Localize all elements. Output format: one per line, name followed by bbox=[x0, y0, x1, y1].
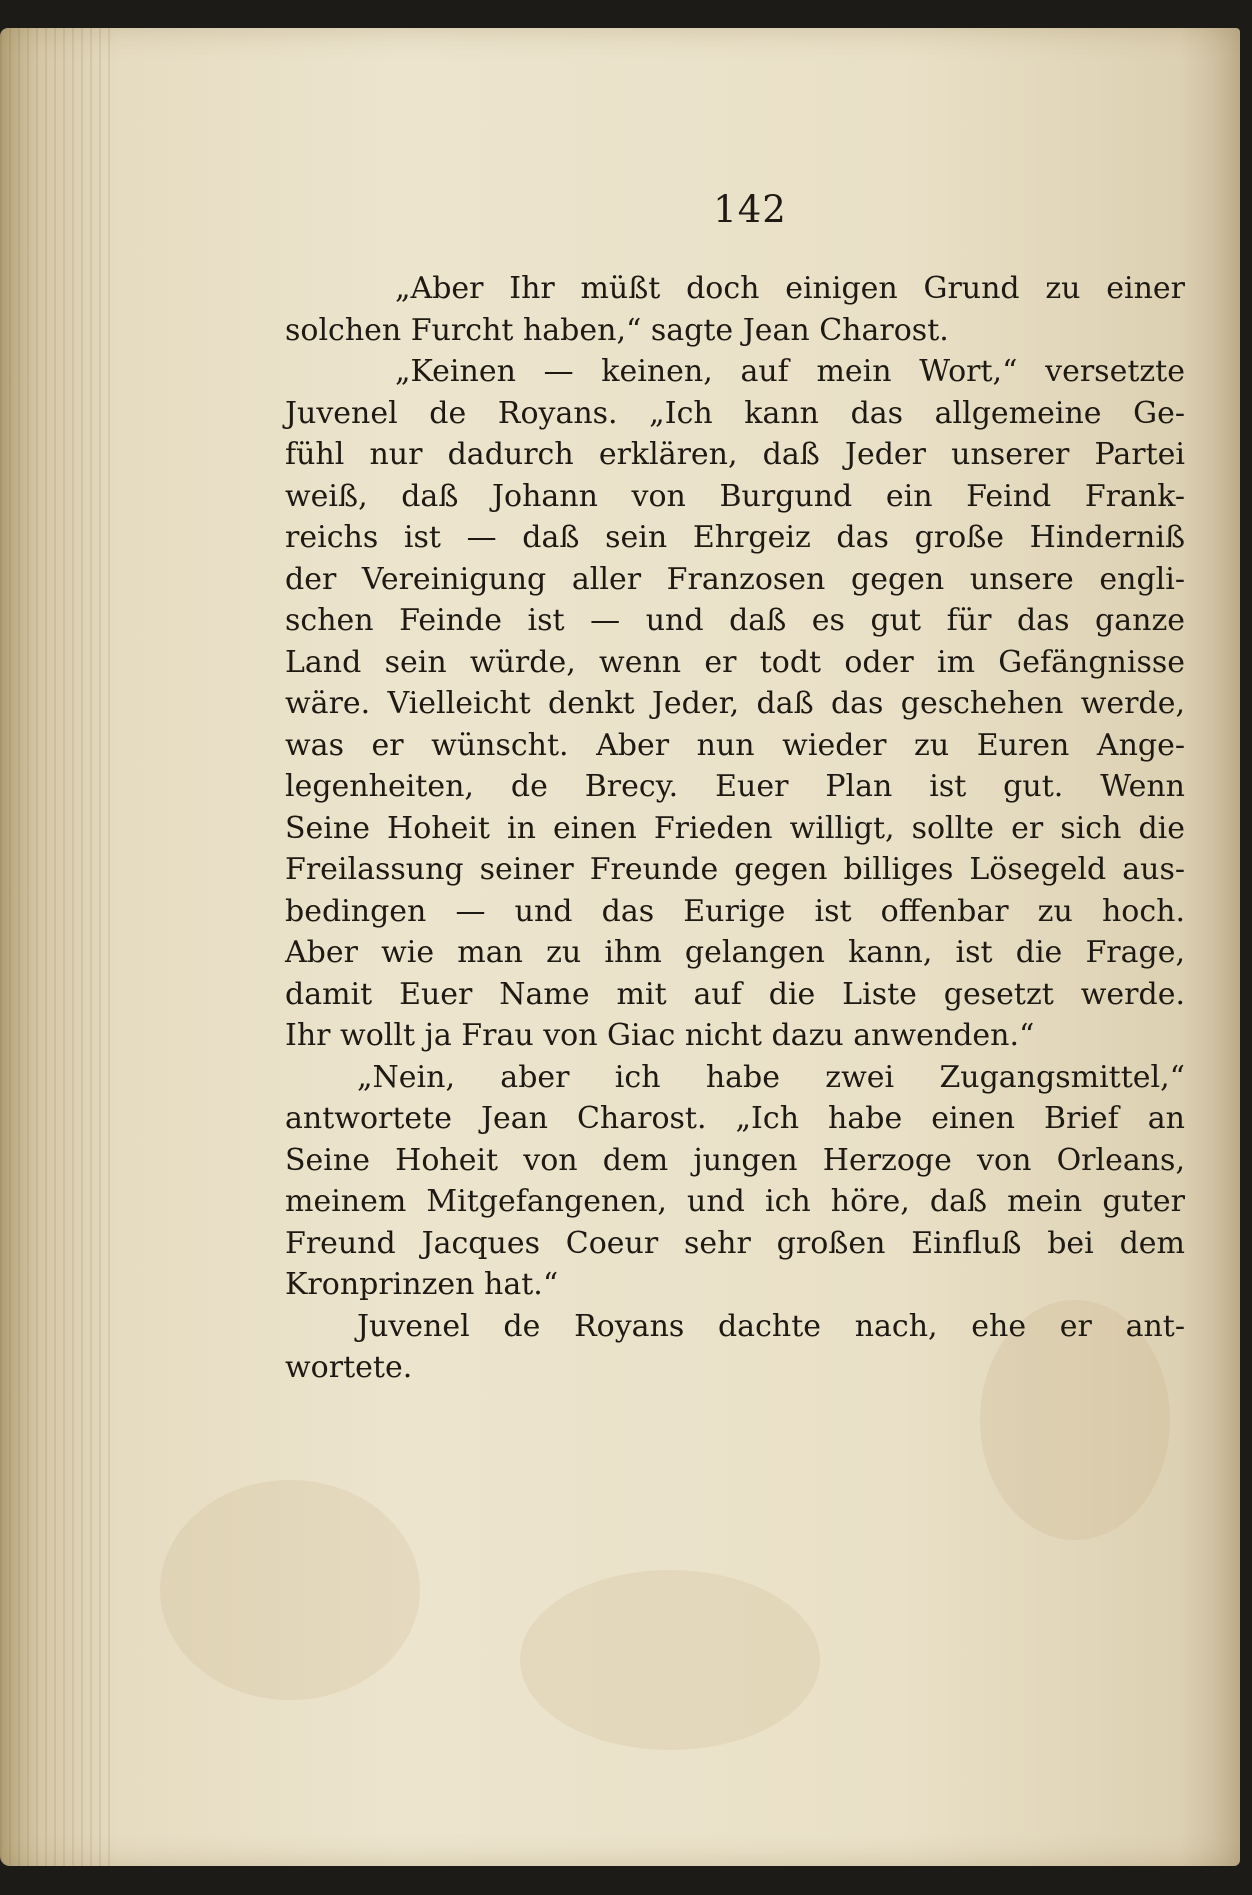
text-line: Seine Hoheit in einen Frieden willigt, sollte er sich die bbox=[285, 810, 1185, 846]
text-line: fühl nur dadurch erklären, daß Jeder unserer Partei bbox=[285, 437, 1185, 472]
text-line: antwortete Jean Charost. „Ich habe einen Brief an bbox=[285, 1101, 1185, 1136]
text-line: wäre. Vielleicht denkt Jeder, daß das geschehen werde, bbox=[285, 686, 1185, 721]
text-line: solchen Furcht haben,“ sagte Jean Charost. bbox=[285, 312, 949, 348]
text-line: Freund Jacques Coeur sehr großen Einfluß bei dem bbox=[285, 1225, 1185, 1261]
text-line: der Vereinigung aller Franzosen gegen unsere engli- bbox=[285, 561, 1185, 597]
text-line: „Aber Ihr müßt doch einigen Grund zu einer bbox=[395, 271, 1185, 306]
text-line: Juvenel de Royans dachte nach, ehe er ant- bbox=[357, 1308, 1185, 1344]
text-line: Kronprinzen hat.“ bbox=[285, 1267, 559, 1302]
text-line: „Keinen — keinen, auf mein Wort,“ versetzte bbox=[395, 354, 1185, 389]
text-line: Seine Hoheit von dem jungen Herzoge von Orleans, bbox=[285, 1142, 1185, 1178]
text-line: meinem Mitgefangenen, und ich höre, daß mein guter bbox=[285, 1184, 1185, 1219]
body-text bbox=[285, 268, 1185, 1389]
text-line: Ihr wollt ja Frau von Giac nicht dazu anwenden.“ bbox=[285, 1018, 1035, 1053]
text-line: Aber wie man zu ihm gelangen kann, ist die Frage, bbox=[285, 935, 1185, 970]
text-line: bedingen — und das Eurige ist offenbar zu hoch. bbox=[285, 893, 1185, 929]
text-line: „Nein, aber ich habe zwei Zugangsmittel,“ bbox=[357, 1059, 1185, 1095]
text-line: legenheiten, de Brecy. Euer Plan ist gut. Wenn bbox=[285, 769, 1185, 804]
text-line: wortete. bbox=[285, 1350, 413, 1385]
text-line: Land sein würde, wenn er todt oder im Gefängnisse bbox=[285, 644, 1185, 680]
text-line: schen Feinde ist — und daß es gut für das ganze bbox=[285, 603, 1185, 638]
text-line: damit Euer Name mit auf die Liste gesetzt werde. bbox=[285, 976, 1185, 1012]
stain bbox=[520, 1570, 820, 1750]
text-line: reichs ist — daß sein Ehrgeiz das große Hinderniß bbox=[285, 520, 1185, 555]
text-line: was er wünscht. Aber nun wieder zu Euren Ange- bbox=[285, 727, 1185, 763]
text-line: weiß, daß Johann von Burgund ein Feind Frank- bbox=[285, 478, 1185, 514]
stain bbox=[160, 1480, 420, 1700]
page-number: 142 bbox=[713, 188, 787, 231]
page-edge-stack bbox=[0, 28, 110, 1866]
text-line: Freilassung seiner Freunde gegen billiges Lösegeld aus- bbox=[285, 852, 1185, 887]
text-line: Juvenel de Royans. „Ich kann das allgemeine Ge- bbox=[285, 395, 1185, 431]
